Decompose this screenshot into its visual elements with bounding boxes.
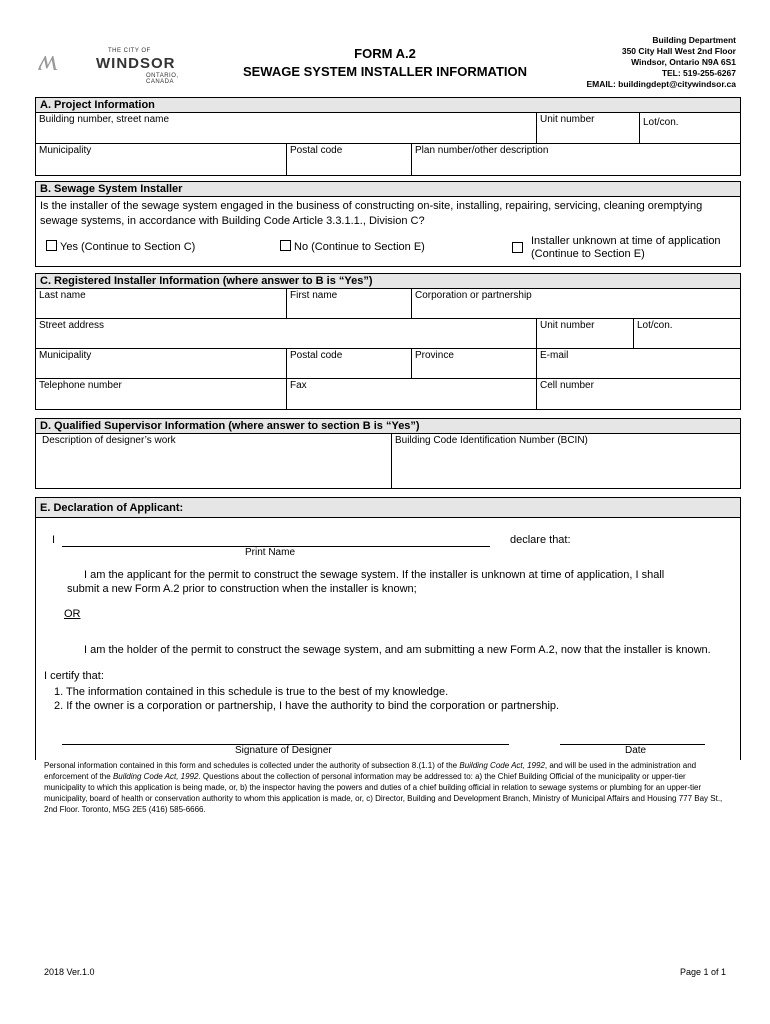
unknown-label-2: (Continue to Section E) (531, 248, 645, 260)
dept-address1: 350 City Hall West 2nd Floor (621, 46, 736, 56)
section-a (35, 97, 741, 176)
statement-1b: submit a new Form A.2 prior to construction when the installer is known; (67, 583, 417, 595)
statement-1a: I am the applicant for the permit to construct the sewage system. If the installer is unknown at time of application, I shall (84, 569, 665, 581)
corporation-label: Corporation or partnership (415, 290, 532, 301)
first-name-field[interactable] (286, 289, 411, 318)
unit-field[interactable] (536, 113, 639, 143)
installer-postal-label: Postal code (290, 350, 343, 361)
dept-tel: TEL: 519-255-6267 (661, 68, 736, 78)
dept-email: EMAIL: buildingdept@citywindsor.ca (586, 79, 736, 89)
statement-2: I am the holder of the permit to construct the sewage system, and am submitting a new Form A.2, now that the installer is known. (84, 644, 711, 656)
or-label: OR (64, 608, 81, 620)
date-label: Date (625, 745, 647, 756)
footer-page: Page 1 of 1 (679, 967, 726, 977)
first-name-label: First name (290, 290, 338, 301)
telephone-label: Telephone number (39, 380, 122, 391)
option-yes[interactable] (46, 240, 195, 253)
designer-work-field[interactable] (36, 434, 391, 488)
lot-field[interactable] (639, 113, 740, 143)
dept-name: Building Department (652, 35, 736, 45)
yes-label: Yes (Continue to Section C) (60, 241, 196, 253)
section-a-row1 (36, 113, 740, 144)
street-label: Street address (39, 320, 105, 331)
installer-question: Is the installer of the sewage system engaged in the business of constructing on-site, installing, repairing, servicing, cleaning oremptying sewage systems, in accordance with Building Code Article 3.3.1.1., Division C? (40, 200, 703, 227)
installer-municipality-label: Municipality (39, 350, 92, 361)
option-unknown[interactable] (512, 235, 721, 261)
unknown-checkbox[interactable] (512, 242, 523, 253)
no-checkbox[interactable] (280, 240, 291, 251)
plan-field[interactable] (411, 144, 740, 175)
note-part-1: Personal information contained in this form and schedules is collected under the authority of subsection 8.(1.1) of the (44, 761, 460, 770)
logo-name: WINDSOR (96, 55, 176, 72)
email-field[interactable] (536, 349, 740, 378)
section-d-row (36, 434, 740, 488)
section-a-row2 (36, 144, 740, 175)
logo-swoosh: ʍ (38, 44, 59, 77)
section-c (35, 273, 741, 410)
postal-label: Postal code (290, 145, 343, 156)
installer-municipality-field[interactable] (36, 349, 286, 378)
municipality-field[interactable] (36, 144, 286, 175)
department-info (587, 35, 737, 90)
option-no[interactable] (280, 240, 425, 253)
plan-label: Plan number/other description (415, 145, 549, 156)
bcin-label: Building Code Identification Number (BCIN) (395, 435, 588, 446)
installer-lot-field[interactable] (633, 319, 740, 348)
city-logo (38, 44, 203, 85)
section-c-row4 (36, 379, 740, 409)
form-number: FORM A.2 (354, 46, 416, 61)
designer-work-label: Description of designer’s work (42, 435, 176, 446)
section-c-row1 (36, 289, 740, 319)
fax-field[interactable] (286, 379, 536, 409)
note-part-3: . Questions about the collection of personal information may be addressed to: a) the Chief Building Official of the municipality or upper-tier municipality to which this application is being made, or, b) the inspector having the powers and duties of a chief building official in relation to sewage systems or plumbing for an upper-tier municipality, board of health or conservation authority to whom this application is made, or, c) Director, Building and Development Branch, Ministry of Municipal Affairs and Housing 777 Bay St., 2nd Floor. Toronto, M5G 2E5 (416) 585-6666. (44, 772, 723, 814)
note-act-1: Building Code Act, 1992 (459, 761, 545, 770)
dept-address2: Windsor, Ontario N9A 6S1 (631, 57, 736, 67)
installer-unit-label: Unit number (540, 320, 595, 331)
form-title: SEWAGE SYSTEM INSTALLER INFORMATION (242, 64, 528, 79)
print-name-label: Print Name (245, 547, 296, 558)
yes-checkbox[interactable] (46, 240, 57, 251)
section-a-heading: A. Project Information (36, 98, 740, 113)
cell-label: Cell number (540, 380, 594, 391)
section-e-heading: E. Declaration of Applicant: (36, 498, 740, 518)
building-field[interactable] (36, 113, 536, 143)
installer-lot-label: Lot/con. (637, 320, 673, 331)
installer-postal-field[interactable] (286, 349, 411, 378)
section-c-heading: C. Registered Installer Information (where answer to B is “Yes”) (36, 274, 740, 289)
section-d (35, 418, 741, 489)
unknown-label-1: Installer unknown at time of application (531, 235, 721, 247)
signature-label: Signature of Designer (235, 745, 332, 756)
declare-that: declare that: (510, 534, 571, 546)
corporation-field[interactable] (411, 289, 740, 318)
note-part-2: , and will be used in the administration and enforcement of the (44, 761, 697, 781)
section-b (35, 181, 741, 267)
logo-small-bottom: ONTARIO, CANADA (146, 73, 179, 85)
certify-label: I certify that: (44, 670, 104, 682)
section-c-row2 (36, 319, 740, 349)
province-label: Province (415, 350, 454, 361)
unit-label: Unit number (540, 114, 595, 125)
cell-field[interactable] (536, 379, 740, 409)
last-name-field[interactable] (36, 289, 286, 318)
no-label: No (Continue to Section E) (294, 241, 425, 253)
privacy-note (44, 760, 724, 815)
email-label: E-mail (540, 350, 569, 361)
building-label: Building number, street name (39, 114, 170, 125)
section-c-row3 (36, 349, 740, 379)
postal-field[interactable] (286, 144, 411, 175)
province-field[interactable] (411, 349, 536, 378)
declaration-i: I (52, 534, 56, 546)
installer-unit-field[interactable] (536, 319, 633, 348)
telephone-field[interactable] (36, 379, 286, 409)
certify-item-2: 2. If the owner is a corporation or partnership, I have the authority to bind the corporation or partnership. (54, 700, 560, 712)
logo-small-top: THE CITY OF (108, 48, 151, 54)
fax-label: Fax (290, 380, 307, 391)
certify-item-1: 1. The information contained in this schedule is true to the best of my knowledge. (54, 686, 449, 698)
lot-label: Lot/con. (643, 117, 679, 128)
note-act-2: Building Code Act, 1992 (112, 772, 199, 781)
last-name-label: Last name (39, 290, 86, 301)
bcin-field[interactable] (391, 434, 740, 488)
municipality-label: Municipality (39, 145, 92, 156)
footer-version: 2018 Ver.1.0 (44, 967, 95, 977)
section-d-heading: D. Qualified Supervisor Information (where answer to section B is “Yes”) (36, 419, 740, 434)
street-field[interactable] (36, 319, 536, 348)
section-b-heading: B. Sewage System Installer (36, 182, 740, 197)
form-title-block (230, 45, 540, 81)
section-e (35, 497, 741, 760)
